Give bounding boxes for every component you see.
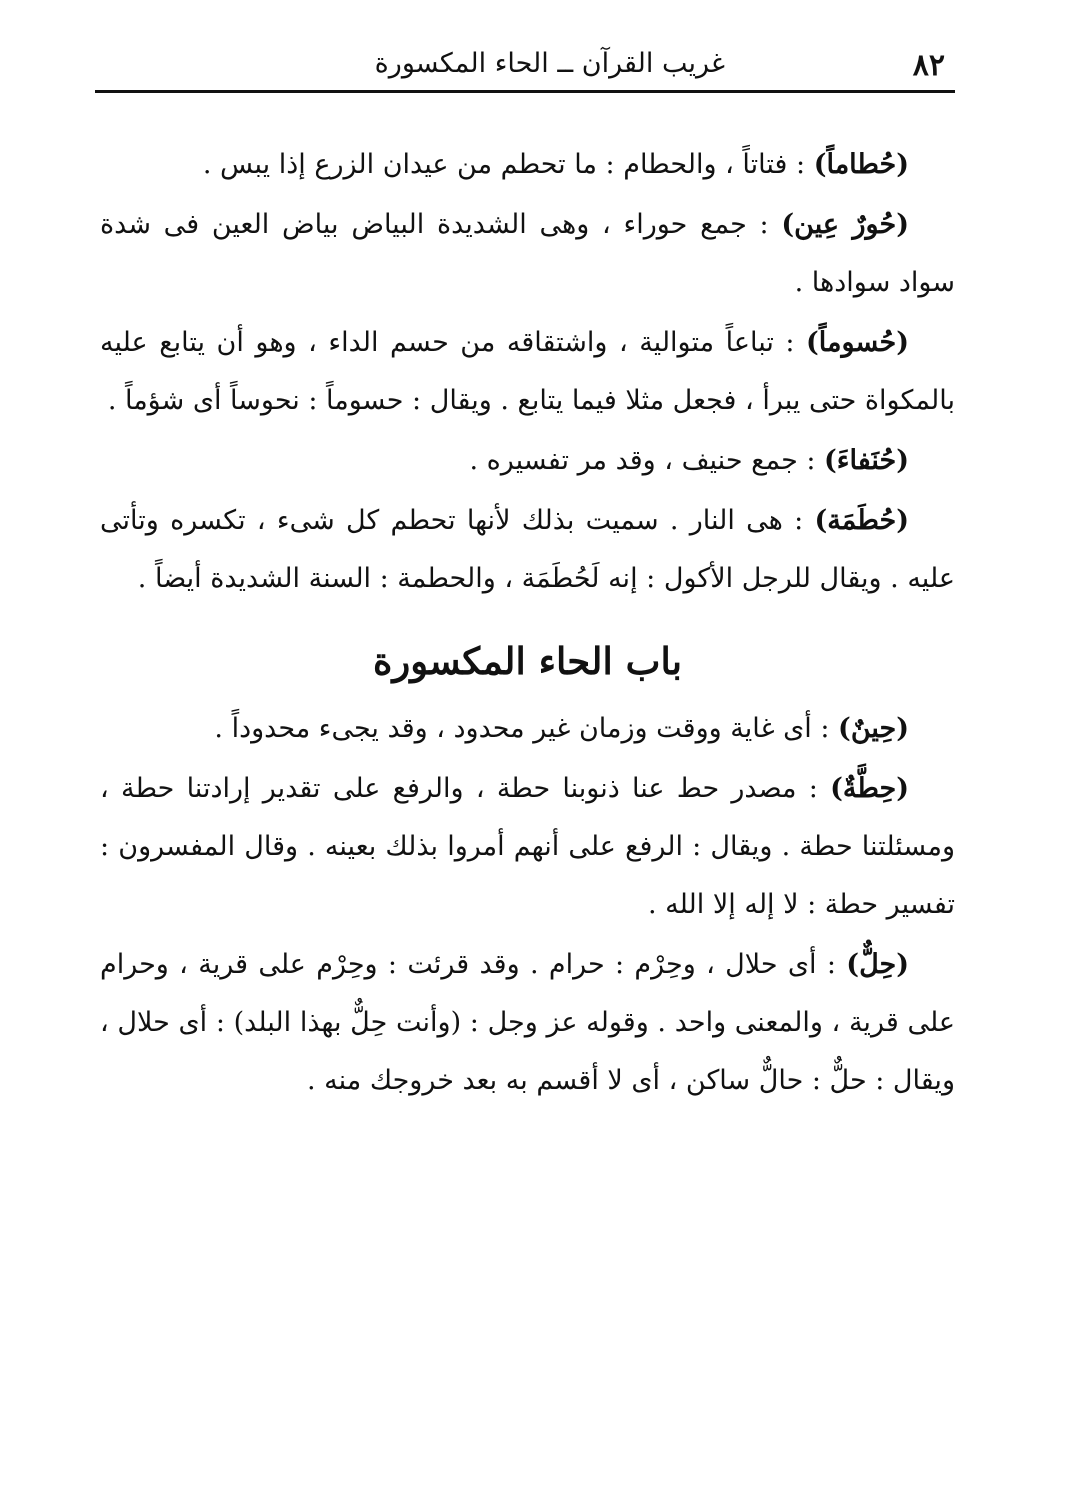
page-number: ٨٢ [912, 48, 945, 83]
entry-definition: : مصدر حط عنا ذنوبنا حطة ، والرفع على تقدير إرادتنا حطة ، ومسئلتنا حطة . ويقال : الرفع على أنهم أمروا بذلك بعينه . وقال المفسرون : تفسير حطة : لا إله إلا الله . [100, 773, 955, 920]
entry-definition: : أى حلال ، وحِرْم : حرام . وقد قرئت : وحِرْم على قرية ، وحرام على قرية ، والمعنى واحد . وقوله عز وجل : (وأنت حِلٌّ بهذا البلد) : أى حلال ، ويقال : حلٌّ : حالٌّ ساكن ، أى لا أقسم به بعد خروجك منه . [100, 949, 955, 1096]
entry-headword: (حُنَفاءَ) [824, 445, 909, 476]
entry-headword: (حِلٌّ) [846, 949, 909, 980]
section-heading: باب الحاء المكسورة [372, 639, 683, 683]
entry-definition: : فتاتاً ، والحطام : ما تحطم من عيدان الزرع إذا يبس . [202, 149, 814, 180]
glossary-entry [100, 700, 955, 758]
glossary-entry [100, 196, 955, 312]
entry-headword: (حِطَّةٌ) [830, 773, 909, 804]
entry-definition: : هى النار . سميت بذلك لأنها تحطم كل شىء ، تكسره وتأتى عليه . ويقال للرجل الأكول : إنه لَحُطَمَة ، والحطمة : السنة الشديدة أيضاً . [100, 505, 955, 594]
header-divider [95, 90, 955, 93]
glossary-entry [100, 936, 955, 1110]
glossary-entry [100, 760, 955, 934]
glossary-entry [100, 492, 955, 608]
glossary-entry [100, 136, 955, 194]
entry-definition: : جمع حوراء ، وهى الشديدة البياض بياض العين فى شدة سواد سوادها . [100, 209, 955, 298]
entry-definition: : تباعاً متوالية ، واشتقاقه من حسم الداء ، وهو أن يتابع عليه بالمكواة حتى يبرأ ، فجعل مثلا فيما يتابع . ويقال : حسوماً : نحوساً أى شؤماً . [100, 327, 955, 416]
running-title: غريب القرآن ــ الحاء المكسورة [374, 48, 725, 79]
entry-headword: (حُسوماً) [806, 327, 909, 358]
entry-headword: (حُورٌ عِين) [781, 209, 909, 240]
glossary-entry [100, 314, 955, 430]
page-header [95, 34, 955, 90]
entry-definition: : جمع حنيف ، وقد مر تفسيره . [469, 445, 825, 476]
entry-headword: (حُطَمَة) [814, 505, 909, 536]
glossary-entry [100, 432, 955, 490]
main-text [100, 136, 955, 1112]
entry-headword: (حُطاماً) [813, 149, 909, 180]
entry-headword: (حِينٌ) [838, 713, 909, 744]
entry-definition: : أى غاية ووقت وزمان غير محدود ، وقد يجىء محدوداً . [214, 713, 839, 744]
